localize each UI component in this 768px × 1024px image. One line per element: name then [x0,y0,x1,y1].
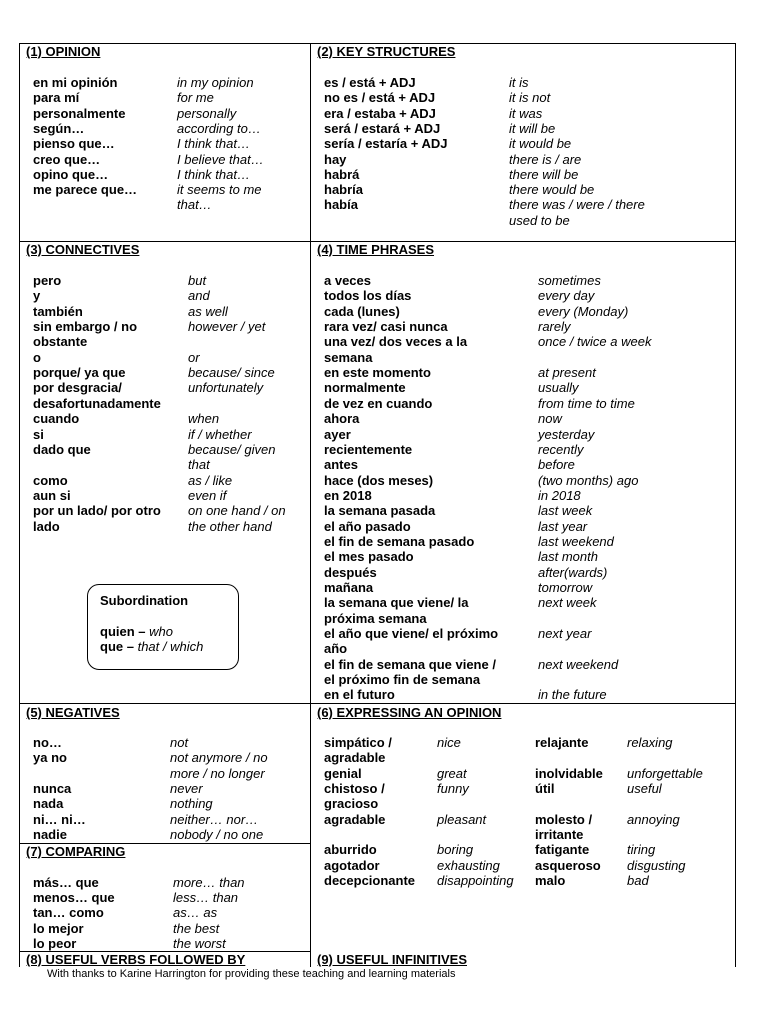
spanish-term: obstante [33,334,88,350]
english-meaning: less… than [173,890,239,906]
subordination-line-que [100,639,203,654]
spanish-term: habría [324,182,364,198]
spanish-term: como [33,472,68,488]
section-title-comparing: (7) COMPARING [26,844,126,859]
spanish-term: sin embargo / no [33,319,138,335]
spanish-term: el mes pasado [324,549,414,565]
spanish-term: hay [324,151,347,167]
spanish-term: el año pasado [324,518,411,534]
subordination-meaning: that / which [133,639,204,654]
spanish-term: antes [324,457,358,473]
english-meaning: in the future [538,687,607,703]
english-meaning: funny [437,781,469,797]
spanish-term: pero [33,273,62,288]
english-meaning: it would be [509,136,572,152]
english-meaning: for me [177,90,214,106]
english-meaning: last month [538,549,598,565]
subordination-term: que – [100,639,134,654]
spanish-term: si [33,426,44,442]
spanish-term: el fin de semana pasado [324,533,475,549]
english-meaning: rarely [538,319,571,335]
english-meaning: next week [538,595,597,611]
spanish-term: en 2018 [324,487,372,503]
spanish-term: semana [324,349,373,365]
english-meaning: but [188,273,207,288]
english-meaning: it is [509,75,529,90]
english-meaning: as / like [188,472,233,488]
spanish-term: no es / está + ADJ [324,90,436,106]
english-meaning: it was [509,105,543,121]
spanish-term: genial [324,765,362,781]
english-meaning: according to… [177,120,261,136]
english-meaning: more… than [173,875,245,890]
spanish-term: útil [535,781,555,797]
divider-column [310,43,311,967]
spanish-term: ya no [33,750,67,766]
section-title-connectives: (3) CONNECTIVES [26,242,140,257]
english-meaning: or [188,349,200,365]
spanish-term: también [33,303,83,319]
spanish-term: me parece que… [33,182,138,198]
english-meaning: I think that… [177,166,250,182]
spanish-term: por un lado/ por otro [33,503,161,519]
spanish-term: después [324,564,377,580]
english-meaning: however / yet [188,319,266,335]
english-meaning: usually [538,380,579,396]
section-title-time-phrases: (4) TIME PHRASES [317,242,435,257]
english-meaning: tiring [627,842,656,858]
english-meaning: there will be [509,166,579,182]
english-meaning: personally [177,105,237,121]
english-meaning: nothing [170,796,213,812]
english-meaning: before [538,457,575,473]
spanish-term: próxima semana [324,610,427,626]
spanish-term: tan… como [33,905,104,921]
spanish-term: el fin de semana que viene / [324,656,496,672]
spanish-term: hace (dos meses) [324,472,434,488]
english-meaning: and [188,288,210,304]
english-meaning: as well [188,303,228,319]
spanish-term: opino que… [33,166,109,182]
spanish-term: desafortunadamente [33,395,161,411]
english-meaning: in my opinion [177,75,254,90]
spanish-term: creo que… [33,151,101,167]
spanish-term: para mí [33,90,80,106]
english-meaning: I believe that… [177,151,264,167]
spanish-term: ni… ni… [33,811,86,827]
english-meaning: last year [538,518,588,534]
spanish-term: fatigante [535,842,590,858]
spanish-term: relajante [535,735,589,750]
english-meaning: even if [188,487,227,503]
english-meaning: sometimes [538,273,601,288]
border-right [735,43,736,967]
english-meaning: there was / were / there [509,197,645,213]
spanish-term: chistoso / [324,781,385,797]
english-meaning: annoying [627,811,680,827]
spanish-term: habrá [324,166,360,182]
spanish-term: agradable [324,750,386,766]
english-meaning: great [437,765,467,781]
spanish-term: pienso que… [33,136,115,152]
spanish-term: dado que [33,441,91,457]
spanish-term: nunca [33,780,72,796]
spanish-term: por desgracia/ [33,380,122,396]
spanish-term: aun si [33,487,71,503]
spanish-term: nadie [33,826,67,842]
spanish-term: menos… que [33,890,115,906]
spanish-term: según… [33,120,85,136]
english-meaning: the other hand [188,518,272,534]
spanish-term: de vez en cuando [324,395,433,411]
spanish-term: molesto / [535,811,593,827]
spanish-term: lado [33,518,60,534]
english-meaning: the best [173,920,220,936]
english-meaning: if / whether [188,426,252,442]
english-meaning: every day [538,288,595,304]
english-meaning: now [538,411,562,427]
english-meaning: once / twice a week [538,334,652,350]
spanish-term: a veces [324,273,371,288]
spanish-term: porque/ ya que [33,365,126,381]
english-meaning: I think that… [177,136,250,152]
english-meaning: it will be [509,120,556,136]
english-meaning: when [188,411,220,427]
english-meaning: there is / are [509,151,582,167]
spanish-term: en el futuro [324,687,395,703]
subordination-term: quien – [100,624,146,639]
english-meaning: in 2018 [538,487,581,503]
english-meaning: recently [538,441,584,457]
section-title-useful-verbs: (8) USEFUL VERBS FOLLOWED BY [26,952,246,967]
subordination-title: Subordination [100,593,189,608]
english-meaning: neither… nor… [170,811,259,827]
english-meaning: next year [538,626,592,642]
section-title-useful-infinitives: (9) USEFUL INFINITIVES [317,952,467,967]
spanish-term: cada (lunes) [324,303,400,319]
english-meaning: relaxing [627,735,673,750]
border-left [19,43,20,967]
english-meaning: boring [437,842,474,858]
english-meaning: (two months) ago [538,472,639,488]
english-meaning: the worst [173,935,226,951]
english-meaning: never [170,780,203,796]
spanish-term: agradable [324,811,386,827]
subordination-line-quien [100,624,173,639]
english-meaning: because/ since [188,365,275,381]
spanish-term: será / estará + ADJ [324,120,441,136]
english-meaning: that… [177,197,212,213]
english-meaning: on one hand / on [188,503,286,519]
english-meaning: at present [538,365,596,381]
english-meaning: not anymore / no [170,750,268,766]
english-meaning: nobody / no one [170,826,264,842]
section-title-negatives: (5) NEGATIVES [26,705,120,720]
spanish-term: más… que [33,875,99,890]
spanish-term: decepcionante [324,873,416,889]
spanish-term: la semana pasada [324,503,436,519]
english-meaning: more / no longer [170,765,265,781]
english-meaning: exhausting [437,857,500,873]
english-meaning: every (Monday) [538,303,629,319]
spanish-term: todos los días [324,288,412,304]
english-meaning: from time to time [538,395,635,411]
spanish-term: normalmente [324,380,406,396]
english-meaning: disappointing [437,873,514,889]
footer-credit: With thanks to Karine Harrington for providing these teaching and learning materials [47,968,456,980]
english-meaning: pleasant [437,811,487,827]
spanish-term: el próximo fin de semana [324,672,481,688]
english-meaning: unfortunately [188,380,264,396]
english-meaning: disgusting [627,857,686,873]
spanish-term: simpático / [324,735,392,750]
english-meaning: tomorrow [538,580,593,595]
spanish-term: mañana [324,580,374,595]
spanish-term: cuando [33,411,80,427]
english-meaning: nice [437,735,461,750]
spanish-term: aburrido [324,842,377,858]
english-meaning: last week [538,503,593,519]
section-title-key-structures: (2) KEY STRUCTURES [317,44,456,59]
subordination-meaning: who [145,624,173,639]
english-meaning: bad [627,873,649,889]
spanish-term: en este momento [324,365,431,381]
spanish-term: gracioso [324,796,379,812]
spanish-term: había [324,197,358,213]
english-meaning: next weekend [538,656,619,672]
english-meaning: unforgettable [627,765,703,781]
spanish-term: era / estaba + ADJ [324,105,436,121]
spanish-term: irritante [535,827,584,843]
english-meaning: last weekend [538,533,614,549]
spanish-term: inolvidable [535,765,603,781]
spanish-term: malo [535,873,566,889]
spanish-term: rara vez/ casi nunca [324,319,448,335]
spanish-term: una vez/ dos veces a la [324,334,468,350]
spanish-term: ahora [324,411,360,427]
english-meaning: useful [627,781,662,797]
spanish-term: personalmente [33,105,126,121]
spanish-term: o [33,349,41,365]
spanish-term: y [33,288,41,304]
spanish-term: la semana que viene/ la [324,595,469,611]
english-meaning: because/ given [188,441,276,457]
spanish-term: el año que viene/ el próximo [324,626,499,642]
spanish-term: es / está + ADJ [324,75,416,90]
english-meaning: after(wards) [538,564,608,580]
english-meaning: used to be [509,212,570,228]
spanish-term: año [324,641,348,657]
english-meaning: as… as [173,905,218,921]
spanish-term: en mi opinión [33,75,118,90]
spanish-term: sería / estaría + ADJ [324,136,448,152]
spanish-term: ayer [324,426,351,442]
english-meaning: yesterday [538,426,595,442]
section-title-opinion: (1) OPINION [26,44,101,59]
english-meaning: that [188,457,210,473]
section-title-expressing-opinion: (6) EXPRESSING AN OPINION [317,705,502,720]
spanish-term: agotador [324,857,380,873]
spanish-term: lo peor [33,935,77,951]
spanish-term: lo mejor [33,920,84,936]
spanish-term: no… [33,735,62,750]
divider-row-2 [19,703,736,704]
spanish-term: recientemente [324,441,413,457]
english-meaning: there would be [509,182,595,198]
english-meaning: not [170,735,189,750]
spanish-term: nada [33,796,64,812]
english-meaning: it seems to me [177,182,262,198]
english-meaning: it is not [509,90,551,106]
spanish-term: asqueroso [535,857,601,873]
